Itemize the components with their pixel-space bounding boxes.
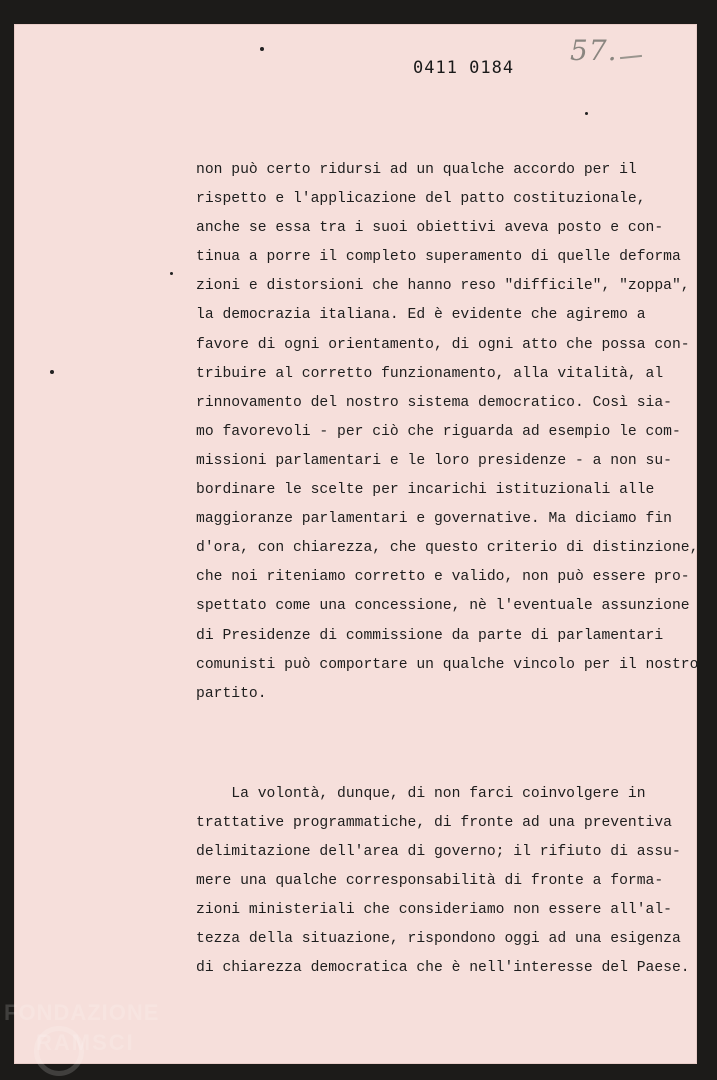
text-line: zioni e distorsioni che hanno reso "difficile", "zoppa",	[196, 278, 690, 295]
text-line: comunisti può comportare un qualche vincolo per il nostro	[196, 656, 699, 673]
text-line: missioni parlamentari e le loro presidenze - a non su-	[196, 452, 672, 469]
ink-speck	[50, 370, 54, 374]
text-line: maggioranze parlamentari e governative. Ma diciamo fin	[196, 511, 672, 528]
text-line: di chiarezza democratica che è nell'interesse del Paese.	[196, 960, 690, 977]
paragraph-2	[196, 780, 690, 984]
ink-speck	[260, 47, 264, 51]
text-line: favore di ogni orientamento, di ogni atto che possa con-	[196, 336, 690, 353]
text-line: mo favorevoli - per ciò che riguarda ad esempio le com-	[196, 423, 681, 440]
text-line: la democrazia italiana. Ed è evidente che agiremo a	[196, 307, 646, 324]
text-line: tezza della situazione, rispondono oggi ad una esigenza	[196, 931, 681, 948]
text-line: delimitazione dell'area di governo; il rifiuto di assu-	[196, 843, 681, 860]
text-line: anche se essa tra i suoi obiettivi aveva posto e con-	[196, 220, 664, 237]
paragraph-1	[196, 156, 699, 709]
watermark-line-2: RAMSCI	[36, 1030, 135, 1055]
text-line: non può certo ridursi ad un qualche accordo per il	[196, 162, 637, 178]
handwritten-page-number: 57.	[570, 34, 618, 67]
text-line: bordinare le scelte per incarichi istituzionali alle	[196, 482, 655, 499]
text-line: partito.	[196, 685, 267, 702]
archive-number: 0411 0184	[413, 58, 515, 78]
ink-speck	[585, 112, 588, 115]
text-line: rinnovamento del nostro sistema democratico. Così sia-	[196, 394, 672, 411]
text-line: di Presidenze di commissione da parte di parlamentari	[196, 627, 664, 644]
ink-speck	[170, 272, 173, 275]
text-line: zioni ministeriali che consideriamo non essere all'al-	[196, 902, 672, 919]
text-line: tribuire al corretto funzionamento, alla vitalità, al	[196, 365, 664, 382]
text-line: tinua a porre il completo superamento di quelle deforma	[196, 249, 681, 266]
watermark-line-1: FONDAZIONE	[4, 1000, 160, 1025]
text-line: d'ora, con chiarezza, che questo criterio di distinzione,	[196, 540, 699, 557]
text-line: spettato come una concessione, nè l'eventuale assunzione	[196, 598, 690, 615]
text-line: che noi riteniamo corretto e valido, non può essere pro-	[196, 569, 690, 586]
text-line: trattative programmatiche, di fronte ad una preventiva	[196, 814, 672, 831]
fondazione-gramsci-watermark	[4, 1000, 179, 1080]
typewritten-text	[196, 124, 699, 999]
text-line: La volontà, dunque, di non farci coinvolgere in	[196, 785, 646, 802]
text-line: rispetto e l'applicazione del patto costituzionale,	[196, 191, 646, 208]
text-line: mere una qualche corresponsabilità di fronte a forma-	[196, 873, 664, 890]
